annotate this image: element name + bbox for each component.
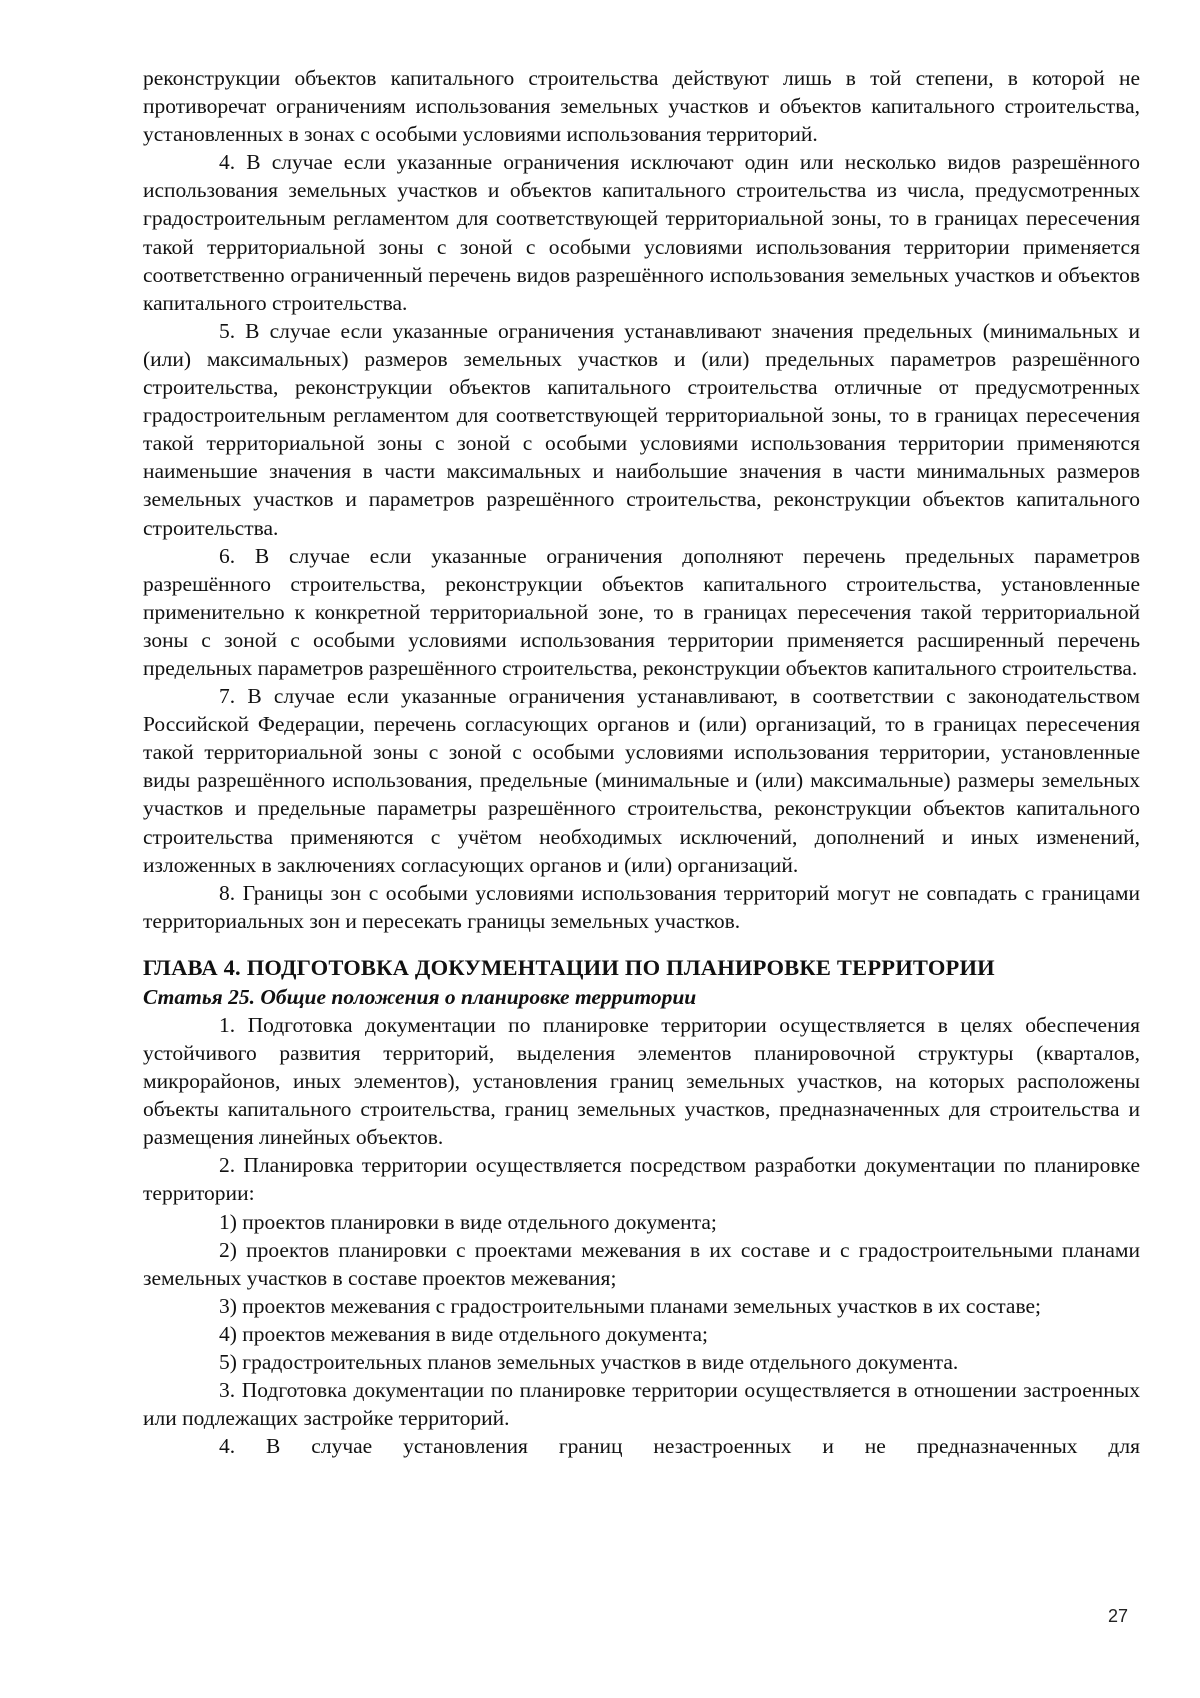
document-page — [143, 64, 1140, 1460]
paragraph-item-4: 4. В случае если указанные ограничения исключают один или несколько видов разрешённого использования земельных участков и объектов капитального строительства из числа, предусмотренных градостроительным регламентом для соответствующей территориальной зоны, то в границах пересечения такой территориальной зоны с зоной с особыми условиями использования территории применяется соответственно ограниченный перечень видов разрешённого использования земельных участков и объектов капитального строительства. — [143, 150, 1140, 315]
list-item: 2) проектов планировки с проектами межевания в их составе и с градостроительными планами земельных участков в составе проектов межевания; — [143, 1237, 1140, 1290]
list-item: 1) проектов планировки в виде отдельного документа; — [219, 1209, 717, 1234]
paragraph-continuation: реконструкции объектов капитального строительства действуют лишь в той степени, в которой не противоречат ограничениям использования земельных участков и объектов капитального строительства, установленных в зонах с особыми условиями использования территорий. — [143, 66, 1140, 147]
paragraph-item-7: 7. В случае если указанные ограничения устанавливают, в соответствии с законодательством Российской Федерации, перечень согласующих органов и (или) организаций, то в границах пересечения такой территориальной зоны с зоной с особыми условиями использования территории, установленные виды разрешённого использования, предельные (минимальные и (или) максимальные) размеры земельных участков и предельные параметры разрешённого строительства, реконструкции объектов капитального строительства применяются с учётом необходимых исключений, дополнений и иных изменений, изложенных в заключениях согласующих органов и (или) организаций. — [143, 684, 1140, 877]
list-item: 5) градостроительных планов земельных участков в виде отдельного документа. — [219, 1350, 959, 1375]
chapter-heading: ГЛАВА 4. ПОДГОТОВКА ДОКУМЕНТАЦИИ ПО ПЛАНИРОВКЕ ТЕРРИТОРИИ — [143, 954, 995, 980]
article-paragraph-2: 2. Планировка территории осуществляется посредством разработки документации по планировке территории: — [143, 1153, 1140, 1206]
list-item: 4) проектов межевания в виде отдельного документа; — [219, 1321, 709, 1346]
article-paragraph-1: 1. Подготовка документации по планировке территории осуществляется в целях обеспечения устойчивого развития территорий, выделения элементов планировочной структуры (кварталов, микрорайонов, иных элементов), установления границ земельных участков, на которых расположены объекты капитального строительства, границ земельных участков, предназначенных для строительства и размещения линейных объектов. — [143, 1012, 1140, 1150]
paragraph-item-8: 8. Границы зон с особыми условиями использования территорий могут не совпадать с границами территориальных зон и пересекать границы земельных участков. — [143, 880, 1140, 933]
page-number: 27 — [1108, 1606, 1129, 1626]
paragraph-item-6: 6. В случае если указанные ограничения дополняют перечень предельных параметров разрешённого строительства, реконструкции объектов капитального строительства, установленные применительно к конкретной территориальной зоне, то в границах пересечения такой территориальной зоны с зоной с особыми условиями использования территории применяется расширенный перечень предельных параметров разрешённого строительства, реконструкции объектов капитального строительства. — [143, 543, 1140, 680]
article-paragraph-4: 4. В случае установления границ незастроенных и не предназначенных для — [219, 1434, 1140, 1459]
article-paragraph-3: 3. Подготовка документации по планировке территории осуществляется в отношении застроенных или подлежащих застройке территорий. — [143, 1378, 1140, 1431]
list-item: 3) проектов межевания с градостроительными планами земельных участков в их составе; — [219, 1293, 1042, 1318]
paragraph-item-5: 5. В случае если указанные ограничения устанавливают значения предельных (минимальных и (или) максимальных) размеров земельных участков и (или) предельных параметров разрешённого строительства, реконструкции объектов капитального строительства отличные от предусмотренных градостроительным регламентом для соответствующей территориальной зоны, то в границах пересечения такой территориальной зоны с зоной с особыми условиями использования территории применяются наименьшие значения в части максимальных и наибольшие значения в части минимальных размеров земельных участков и параметров разрешённого строительства, реконструкции объектов капитального строительства. — [143, 318, 1140, 540]
article-heading: Статья 25. Общие положения о планировке территории — [143, 984, 697, 1009]
